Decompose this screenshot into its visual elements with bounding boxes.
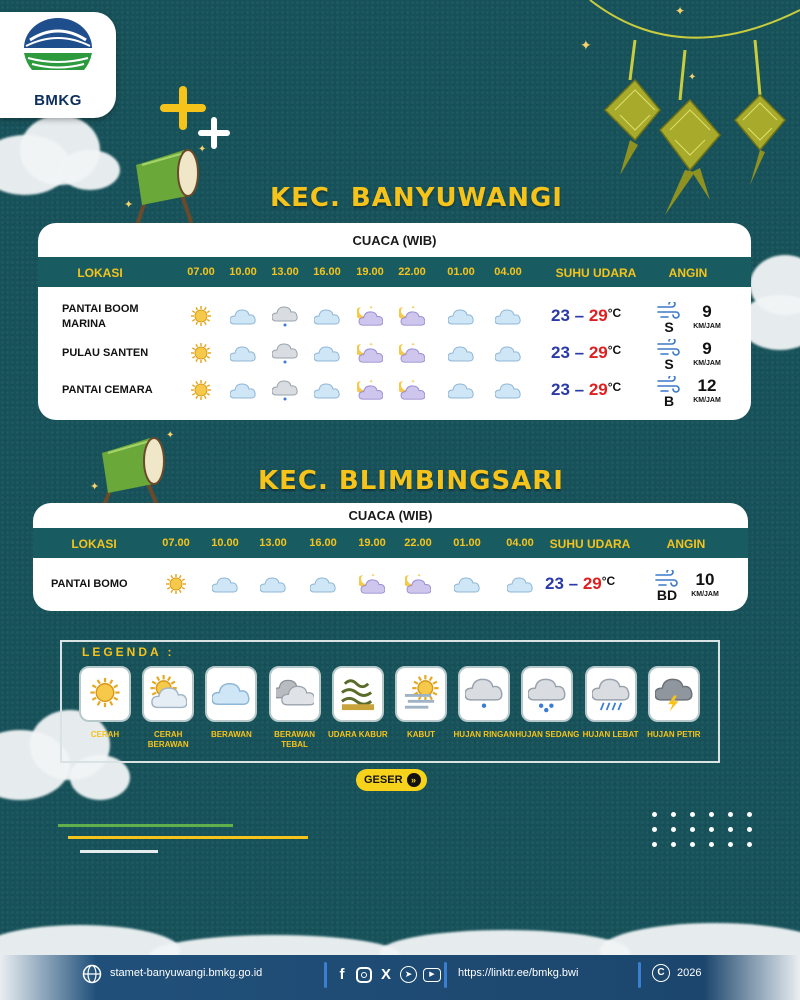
youtube-icon[interactable]: ▶ bbox=[423, 968, 441, 982]
table-label: CUACA (WIB) bbox=[352, 233, 437, 248]
column-header: 10.00 bbox=[229, 266, 257, 278]
column-header: 16.00 bbox=[309, 537, 337, 549]
berawan-icon bbox=[212, 572, 238, 598]
berawan-malam-icon bbox=[399, 304, 425, 330]
temp-min: 23 bbox=[551, 380, 570, 399]
berawan-icon bbox=[314, 341, 340, 367]
legend-label: HUJAN RINGAN bbox=[453, 730, 515, 739]
wind-unit: KM/JAM bbox=[691, 591, 719, 598]
telegram-icon[interactable]: ➤ bbox=[400, 966, 417, 983]
column-header: 16.00 bbox=[313, 266, 341, 278]
facebook-icon[interactable]: f bbox=[339, 966, 345, 983]
berawan-icon bbox=[495, 304, 521, 330]
legend-hujan-petir-icon bbox=[648, 666, 700, 722]
column-header: 04.00 bbox=[494, 266, 522, 278]
column-header: 10.00 bbox=[211, 537, 239, 549]
berawan-malam-icon bbox=[399, 378, 425, 404]
svg-text:✦: ✦ bbox=[411, 342, 416, 348]
temp-min: 23 bbox=[545, 574, 564, 593]
section-title-blimbingsari: KEC. BLIMBINGSARI bbox=[258, 466, 564, 496]
column-header: 13.00 bbox=[271, 266, 299, 278]
legend-berawan-tebal-icon bbox=[269, 666, 321, 722]
temp-max: 29 bbox=[582, 574, 602, 593]
x-icon[interactable]: X bbox=[380, 966, 391, 983]
temp-unit: °C bbox=[607, 380, 622, 394]
legend-label: CERAH bbox=[90, 730, 120, 739]
legend-kabut-icon bbox=[395, 666, 447, 722]
footer-linktree[interactable]: https://linktr.ee/bmkg.bwi bbox=[458, 967, 579, 979]
column-header: 22.00 bbox=[398, 266, 426, 278]
column-header: 07.00 bbox=[162, 537, 190, 549]
table-label: CUACA (WIB) bbox=[348, 508, 433, 523]
hujan-ringan-icon bbox=[272, 304, 298, 330]
wind-speed: 9 bbox=[702, 302, 712, 321]
temp-max: 29 bbox=[588, 306, 608, 325]
legend-hujan-ringan-icon bbox=[458, 666, 510, 722]
svg-text:✦: ✦ bbox=[411, 379, 416, 385]
temperature-range bbox=[551, 306, 621, 326]
svg-text:✦: ✦ bbox=[369, 379, 374, 385]
temperature-range bbox=[551, 380, 621, 400]
dots-decoration bbox=[652, 812, 754, 847]
plus-decoration bbox=[160, 86, 240, 146]
footer-year: 2026 bbox=[677, 967, 702, 979]
column-header: 22.00 bbox=[404, 537, 432, 549]
legend-cerah-berawan-icon bbox=[142, 666, 194, 722]
svg-text:✦: ✦ bbox=[369, 305, 374, 311]
legend-label: HUJAN SEDANG bbox=[515, 730, 580, 739]
berawan-icon bbox=[230, 378, 256, 404]
legend-label: UDARA KABUR bbox=[327, 730, 388, 739]
berawan-malam-icon bbox=[359, 572, 385, 598]
berawan-malam-icon bbox=[357, 378, 383, 404]
geser-label: GESER bbox=[364, 774, 403, 786]
wind-direction: S bbox=[664, 319, 674, 335]
wind-speed: 12 bbox=[697, 376, 717, 395]
temp-min: 23 bbox=[551, 306, 570, 325]
wind-speed: 9 bbox=[702, 339, 712, 358]
legend-title: LEGENDA : bbox=[82, 645, 175, 659]
footer-separator bbox=[444, 962, 447, 988]
wind-unit: KM/JAM bbox=[693, 397, 721, 404]
svg-text:✦: ✦ bbox=[580, 37, 592, 53]
social-icons bbox=[334, 966, 441, 983]
decor-line-white bbox=[80, 850, 158, 853]
svg-text:✦: ✦ bbox=[90, 481, 100, 493]
legend-hujan-sedang-icon bbox=[521, 666, 573, 722]
column-header: 19.00 bbox=[356, 266, 384, 278]
footer-website[interactable]: stamet-banyuwangi.bmkg.go.id bbox=[110, 967, 263, 979]
wind-unit: KM/JAM bbox=[693, 323, 721, 330]
decor-line-green bbox=[58, 824, 233, 827]
temp-dash: – bbox=[569, 306, 589, 325]
bmkg-logo bbox=[0, 12, 116, 118]
temp-max: 29 bbox=[588, 343, 608, 362]
column-header: 13.00 bbox=[259, 537, 287, 549]
bmkg-emblem-icon bbox=[20, 18, 96, 88]
wind-unit: KM/JAM bbox=[693, 360, 721, 367]
svg-text:✦: ✦ bbox=[371, 573, 376, 579]
bedug-drum-icon bbox=[88, 428, 178, 513]
svg-text:✦: ✦ bbox=[124, 199, 134, 211]
temperature-range bbox=[545, 574, 615, 594]
berawan-icon bbox=[230, 304, 256, 330]
column-header: 07.00 bbox=[187, 266, 215, 278]
berawan-malam-icon bbox=[357, 304, 383, 330]
temp-dash: – bbox=[569, 343, 589, 362]
footer-separator bbox=[324, 962, 327, 988]
berawan-malam-icon bbox=[357, 341, 383, 367]
temp-min: 23 bbox=[551, 343, 570, 362]
column-header: LOKASI bbox=[71, 537, 117, 551]
hujan-ringan-icon bbox=[272, 378, 298, 404]
decor-line-yellow bbox=[68, 836, 308, 839]
column-header: SUHU UDARA bbox=[555, 266, 637, 280]
cerah-icon bbox=[188, 341, 214, 367]
cerah-icon bbox=[188, 304, 214, 330]
berawan-icon bbox=[495, 378, 521, 404]
column-header: 04.00 bbox=[506, 537, 534, 549]
location-name: PANTAI CEMARA bbox=[62, 384, 153, 396]
column-header: ANGIN bbox=[668, 266, 708, 280]
berawan-icon bbox=[507, 572, 533, 598]
svg-text:✦: ✦ bbox=[688, 72, 697, 83]
temp-max: 29 bbox=[588, 380, 608, 399]
wind-direction: S bbox=[664, 356, 674, 372]
location-name: PULAU SANTEN bbox=[62, 347, 149, 359]
cerah-icon bbox=[163, 572, 189, 598]
berawan-icon bbox=[495, 341, 521, 367]
legend-label: BERAWAN TEBAL bbox=[274, 730, 316, 749]
legend-cerah-icon bbox=[79, 666, 131, 722]
temp-unit: °C bbox=[607, 343, 622, 357]
berawan-malam-icon bbox=[399, 341, 425, 367]
location-name: PANTAI BOMO bbox=[51, 578, 128, 590]
berawan-icon bbox=[448, 304, 474, 330]
instagram-icon[interactable] bbox=[356, 967, 372, 983]
legend-udara-kabur-icon bbox=[332, 666, 384, 722]
section-title-banyuwangi: KEC. BANYUWANGI bbox=[270, 183, 563, 213]
berawan-icon bbox=[230, 341, 256, 367]
temp-unit: °C bbox=[601, 574, 616, 588]
berawan-icon bbox=[314, 304, 340, 330]
double-chevron-right-icon: » bbox=[407, 773, 421, 787]
footer-separator bbox=[638, 962, 641, 988]
svg-text:✦: ✦ bbox=[369, 342, 374, 348]
column-header: SUHU UDARA bbox=[549, 537, 631, 551]
svg-text:✦: ✦ bbox=[411, 305, 416, 311]
berawan-icon bbox=[448, 378, 474, 404]
berawan-icon bbox=[260, 572, 286, 598]
wind-speed: 10 bbox=[695, 570, 715, 589]
column-header: 01.00 bbox=[447, 266, 475, 278]
svg-text:✦: ✦ bbox=[675, 4, 686, 18]
logo-text: BMKG bbox=[34, 92, 82, 109]
copyright-icon: C bbox=[652, 964, 670, 982]
temp-unit: °C bbox=[607, 306, 622, 320]
bedug-drum-icon bbox=[122, 140, 212, 225]
berawan-icon bbox=[454, 572, 480, 598]
location-name: PANTAI BOOM MARINA bbox=[62, 303, 139, 330]
legend-label: BERAWAN bbox=[210, 730, 252, 739]
svg-text:✦: ✦ bbox=[417, 573, 422, 579]
column-header: 19.00 bbox=[358, 537, 386, 549]
legend-label: CERAH BERAWAN bbox=[147, 730, 189, 749]
column-header: ANGIN bbox=[666, 537, 706, 551]
wind-direction: BD bbox=[656, 587, 678, 603]
legend-label: HUJAN LEBAT bbox=[582, 730, 639, 739]
column-header: 01.00 bbox=[453, 537, 481, 549]
hujan-ringan-icon bbox=[272, 341, 298, 367]
legend-hujan-lebat-icon bbox=[585, 666, 637, 722]
column-header: LOKASI bbox=[77, 266, 123, 280]
berawan-icon bbox=[448, 341, 474, 367]
berawan-icon bbox=[314, 378, 340, 404]
temperature-range bbox=[551, 343, 621, 363]
temp-dash: – bbox=[569, 380, 589, 399]
svg-text:✦: ✦ bbox=[198, 144, 207, 155]
berawan-malam-icon bbox=[405, 572, 431, 598]
legend-label: KABUT bbox=[407, 730, 435, 739]
globe-icon bbox=[82, 964, 102, 984]
temp-dash: – bbox=[563, 574, 583, 593]
ketupat-decoration bbox=[560, 0, 800, 225]
legend-berawan-icon bbox=[205, 666, 257, 722]
svg-text:✦: ✦ bbox=[166, 430, 175, 441]
berawan-icon bbox=[310, 572, 336, 598]
legend-label: HUJAN PETIR bbox=[647, 730, 701, 739]
wind-direction: B bbox=[663, 393, 675, 409]
cerah-icon bbox=[188, 378, 214, 404]
geser-button[interactable] bbox=[356, 769, 427, 791]
